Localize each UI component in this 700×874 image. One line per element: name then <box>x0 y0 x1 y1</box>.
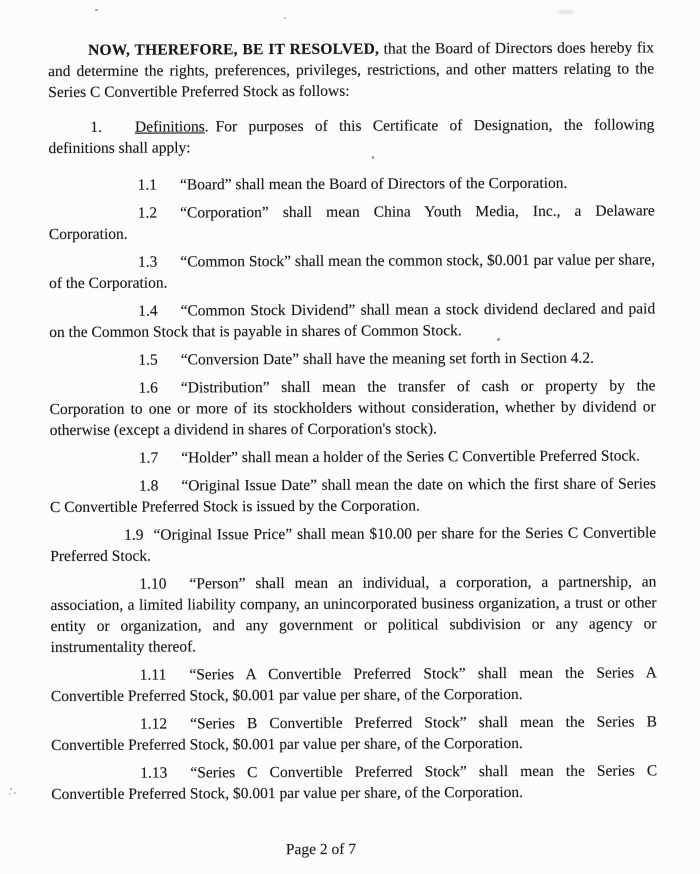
definition-text: “Conversion Date” shall have the meaning set forth in Section 4.2. <box>180 349 595 369</box>
definition-paragraph-1.5 <box>49 347 655 371</box>
definition-number: 1.12 <box>139 715 168 733</box>
preamble-paragraph <box>48 37 654 103</box>
section-term-period: . <box>204 118 209 136</box>
section-heading-text: For purposes of this Certificate of Designation, the following definitions shall apply: <box>48 116 655 157</box>
section-number: 1. <box>90 118 103 136</box>
definition-number: 1.8 <box>138 477 159 495</box>
definition-text: “Series B Convertible Preferred Stock” shall mean the Series B Convertible Preferred Stock, $0.001 par value per share, of the Corporation. <box>51 713 658 754</box>
definition-number: 1.10 <box>139 575 167 593</box>
section-term-definitions: Definitions <box>134 118 205 136</box>
definition-text: “Distribution” shall mean the transfer of cash or property by the Corporation to one or more of its stockholders without consideration, whether by dividend or otherwise (except a dividend in shares of Corporation's stock). <box>49 377 656 439</box>
definitions-list <box>49 172 658 805</box>
definition-paragraph-1.1 <box>49 172 655 196</box>
definition-paragraph-1.9 <box>50 522 656 567</box>
definition-number: 1.13 <box>140 764 168 782</box>
definition-number: 1.1 <box>137 176 158 194</box>
definition-number: 1.11 <box>139 666 167 684</box>
definition-number: 1.3 <box>137 253 158 271</box>
definition-text: “Board” shall mean the Board of Directors of the Corporation. <box>179 174 568 194</box>
definition-text: “Common Stock” shall mean the common stock, $0.001 par value per share, of the Corporation. <box>49 251 656 292</box>
definition-text: “Holder” shall mean a holder of the Series C Convertible Preferred Stock. <box>181 447 641 467</box>
definition-paragraph-1.4 <box>49 298 655 343</box>
scan-smudge <box>558 10 574 14</box>
definition-paragraph-1.3 <box>49 249 655 294</box>
definition-paragraph-1.6 <box>49 375 655 441</box>
definition-number: 1.7 <box>138 449 159 467</box>
definition-number: 1.5 <box>138 351 158 369</box>
page-content <box>48 37 657 812</box>
definition-text: “Series C Convertible Preferred Stock” shall mean the Series C Convertible Preferred Stock, $0.001 par value per share, of the Corporation. <box>51 762 658 803</box>
definition-paragraph-1.7 <box>50 445 656 469</box>
preamble-resolved-clause: NOW, THEREFORE, BE IT RESOLVED, <box>88 40 380 59</box>
definition-text: “Original Issue Date” shall mean the date on which the first share of Series C Convertible Preferred Stock is issued by the Corporation. <box>50 475 656 516</box>
definition-text: “Common Stock Dividend” shall mean a stock dividend declared and paid on the Common Stock that is payable in shares of Common Stock. <box>49 300 656 341</box>
section-1-heading <box>48 114 654 159</box>
definition-text: “Corporation” shall mean China Youth Media, Inc., a Delaware Corporation. <box>48 202 655 243</box>
definition-paragraph-1.2 <box>49 200 655 245</box>
definition-paragraph-1.13 <box>51 760 657 805</box>
scan-speck <box>10 788 12 790</box>
scan-speck <box>95 9 98 11</box>
definition-text: “Person” shall mean an individual, a corporation, a partnership, an association, a limited liability company, an unincorporated business organization, a trust or other entity or organization, and any government or political subdivision or any agency or instrumentality thereof. <box>50 573 657 656</box>
definition-text: “Original Issue Price” shall mean $10.00 per share for the Series C Convertible Preferred Stock. <box>50 524 657 565</box>
scan-speck <box>284 17 286 19</box>
definition-paragraph-1.8 <box>50 473 656 518</box>
definition-number: 1.2 <box>137 204 158 222</box>
definition-paragraph-1.10 <box>50 571 656 658</box>
definition-number: 1.6 <box>138 379 158 397</box>
definition-number: 1.4 <box>138 302 158 320</box>
definition-paragraph-1.12 <box>51 711 657 756</box>
page-number: Page 2 of 7 <box>285 840 357 859</box>
definition-number: 1.9 <box>124 526 144 544</box>
preamble-body-text: that the Board of Directors does hereby fix and determine the rights, preferences, privileges, restrictions, and other matters relating to the Series C Convertible Preferred Stock as follows: <box>48 39 655 101</box>
definition-paragraph-1.11 <box>51 662 657 707</box>
definition-text: “Series A Convertible Preferred Stock” shall mean the Series A Convertible Preferred Stock, $0.001 par value per share, of the Corporation. <box>50 664 657 705</box>
